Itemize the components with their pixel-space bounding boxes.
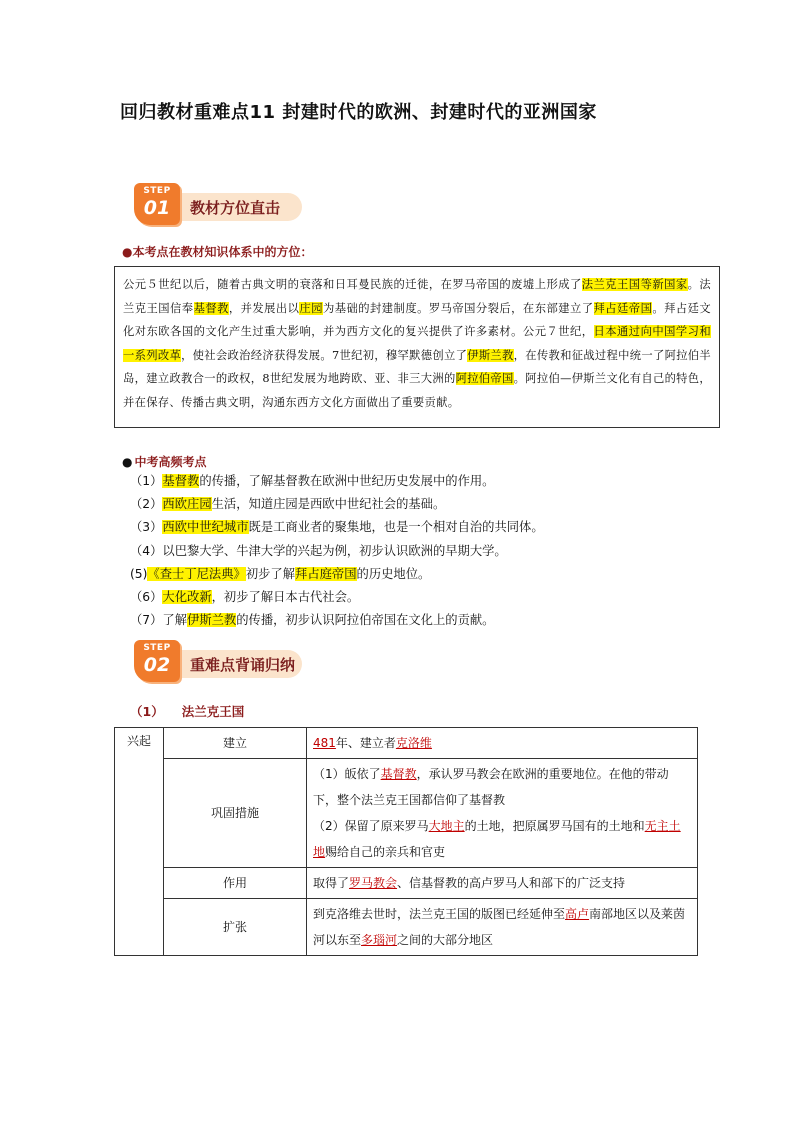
- step-label: 重难点背诵归纳: [190, 656, 296, 674]
- exam-point-text: 生活，知道庄园是西欧中世纪社会的基础。: [211, 497, 446, 512]
- position-text: 。阿拉伯—伊斯兰文化有自己的特色，并在保存、传播古典文明，沟通东西方文化方面做出了重要贡献。: [123, 372, 711, 409]
- position-highlight: 日本通过向中国学习和一系列改革: [123, 325, 711, 362]
- position-text: 。法兰克王国信奉: [123, 278, 711, 315]
- exam-point-text: 既是工商业者的聚集地，也是一个相对自治的共同体。: [248, 520, 544, 535]
- group-cell: 兴起: [115, 728, 164, 956]
- cell-text: 赐给自己的亲兵和官吏: [325, 845, 446, 859]
- table-row: [115, 868, 698, 899]
- exam-point-text: （2）: [130, 497, 163, 512]
- cell-text: 到克洛维去世时，法兰克王国的版图已经延伸至: [313, 907, 566, 921]
- exam-point-text: (5): [130, 566, 148, 581]
- cell-text: 的土地，把原属罗马国有的土地和: [464, 819, 645, 833]
- table-row: [115, 759, 698, 868]
- exam-point-text: （4）以巴黎大学、牛津大学的兴起为例，初步认识欧洲的早期大学。: [130, 543, 507, 558]
- exam-point-highlight: 基督教: [162, 474, 200, 488]
- cell-answer: 大地主: [428, 819, 465, 833]
- exam-point-highlight: 西欧庄园: [162, 497, 212, 512]
- cell-answer: 高卢: [565, 907, 590, 921]
- exam-point-item: [130, 586, 730, 609]
- table-row: [115, 728, 698, 759]
- exam-point-item: [130, 609, 730, 632]
- frankish-kingdom-table: [114, 727, 698, 956]
- position-highlight: 拜占廷帝国: [593, 301, 653, 315]
- exam-point-item: [130, 470, 730, 493]
- cell-text: 之间的大部分地区: [397, 933, 494, 947]
- exam-point-highlight: 拜占庭帝国: [295, 566, 357, 581]
- exam-point-highlight: 《查士丁尼法典》: [147, 566, 246, 581]
- position-text: ，并发展出以: [228, 301, 300, 315]
- position-highlight: 基督教: [193, 301, 229, 315]
- subsection-title: 法兰克王国: [181, 704, 245, 719]
- step-01-header: [134, 183, 314, 227]
- exam-point-text: （1）: [130, 474, 163, 488]
- cell-text: ，承认罗马教会在欧洲的重要地位。在他的带动下，整个法兰克王国都信仰了基督教: [313, 767, 669, 807]
- cell-answer: 基督教: [380, 767, 417, 781]
- step-label: 教材方位直击: [190, 199, 281, 217]
- exam-point-item: [130, 493, 730, 516]
- exam-point-text: （7）了解: [130, 613, 188, 628]
- cell-text: 年、建立者: [335, 736, 396, 750]
- position-text: ，使社会政治经济获得发展。7世纪初，穆罕默德创立了: [181, 348, 468, 362]
- table-row: [115, 899, 698, 956]
- exam-point-text: 初步了解: [245, 566, 296, 581]
- cell-text: 南部地区以及莱茵河以东至: [313, 907, 686, 947]
- row-label: 建立: [164, 728, 307, 759]
- page-title: 回归教材重难点11 封建时代的欧洲、封建时代的亚洲国家: [120, 102, 597, 123]
- cell-answer: 克洛维: [395, 736, 432, 750]
- subsection-heading: [130, 702, 244, 720]
- position-text-box: [114, 266, 720, 428]
- exam-point-item: [130, 540, 730, 563]
- exam-point-item: [130, 516, 730, 539]
- cell-answer: 罗马教会: [349, 876, 398, 890]
- row-content: [307, 759, 698, 868]
- exam-point-highlight: 伊斯兰教: [187, 613, 237, 628]
- step-number: 02: [143, 654, 171, 676]
- step-badge: [134, 640, 180, 682]
- row-content: [307, 899, 698, 956]
- subsection-number: （1）: [130, 704, 164, 719]
- step-badge: [134, 183, 180, 225]
- position-highlight: 法兰克王国等新国家: [581, 278, 688, 291]
- position-text: 公元５世纪以后，随着古典文明的衰落和日耳曼民族的迁徙，在罗马帝国的废墟上形成了: [123, 278, 582, 291]
- exam-heading: [122, 453, 207, 470]
- exam-point-text: （6）: [130, 590, 163, 605]
- cell-answer: 多瑙河: [361, 933, 398, 947]
- step-word: STEP: [143, 643, 171, 653]
- cell-text: 、信基督教的高卢罗马人和部下的广泛支持: [397, 876, 626, 890]
- cell-answer: 481: [313, 736, 336, 750]
- step-number: 01: [143, 197, 171, 219]
- position-highlight: 伊斯兰教: [467, 348, 514, 362]
- cell-text: 取得了: [313, 876, 350, 890]
- exam-point-text: （3）: [130, 520, 163, 535]
- row-label: 扩张: [164, 899, 307, 956]
- exam-point-text: 的传播，了解基督教在欧洲中世纪历史发展中的作用。: [199, 474, 495, 488]
- exam-point-highlight: 大化改新: [162, 590, 212, 605]
- step-word: STEP: [143, 186, 171, 196]
- cell-text: （2）保留了原来罗马: [313, 819, 429, 833]
- exam-point-text: 的历史地位。: [356, 566, 431, 581]
- exam-point-item: [130, 563, 730, 586]
- row-content: [307, 728, 698, 759]
- cell-text: （1）皈依了: [313, 767, 381, 781]
- exam-point-text: 的传播，初步认识阿拉伯帝国在文化上的贡献。: [236, 613, 495, 628]
- position-text: 为基础的封建制度。罗马帝国分裂后，在东部建立了: [322, 301, 594, 315]
- position-heading: ●本考点在教材知识体系中的方位：: [122, 245, 313, 259]
- exam-point-text: ，初步了解日本古代社会。: [211, 590, 360, 605]
- step-02-header: [134, 640, 314, 684]
- exam-points-list: [130, 470, 730, 632]
- row-content: [307, 868, 698, 899]
- position-text: ，在传教和征战过程中统一了阿拉伯半岛，建立政教合一的政权，8世纪发展为地跨欧、亚、非三大洲的: [123, 348, 712, 386]
- bullet-dot-icon: ●: [122, 455, 133, 469]
- position-highlight: 阿拉伯帝国: [455, 372, 514, 386]
- row-label: 巩固措施: [164, 759, 307, 868]
- cell-answer: 无主土地: [313, 819, 681, 859]
- position-highlight: 庄园: [299, 301, 323, 315]
- row-label: 作用: [164, 868, 307, 899]
- position-text: [123, 278, 711, 409]
- exam-point-highlight: 西欧中世纪城市: [162, 520, 249, 535]
- position-text: 。拜占廷文化对东欧各国的文化产生过重大影响，并为西方文化的复兴提供了许多素材。公元７世纪，: [123, 301, 711, 339]
- exam-heading-text: 中考高频考点: [134, 455, 207, 469]
